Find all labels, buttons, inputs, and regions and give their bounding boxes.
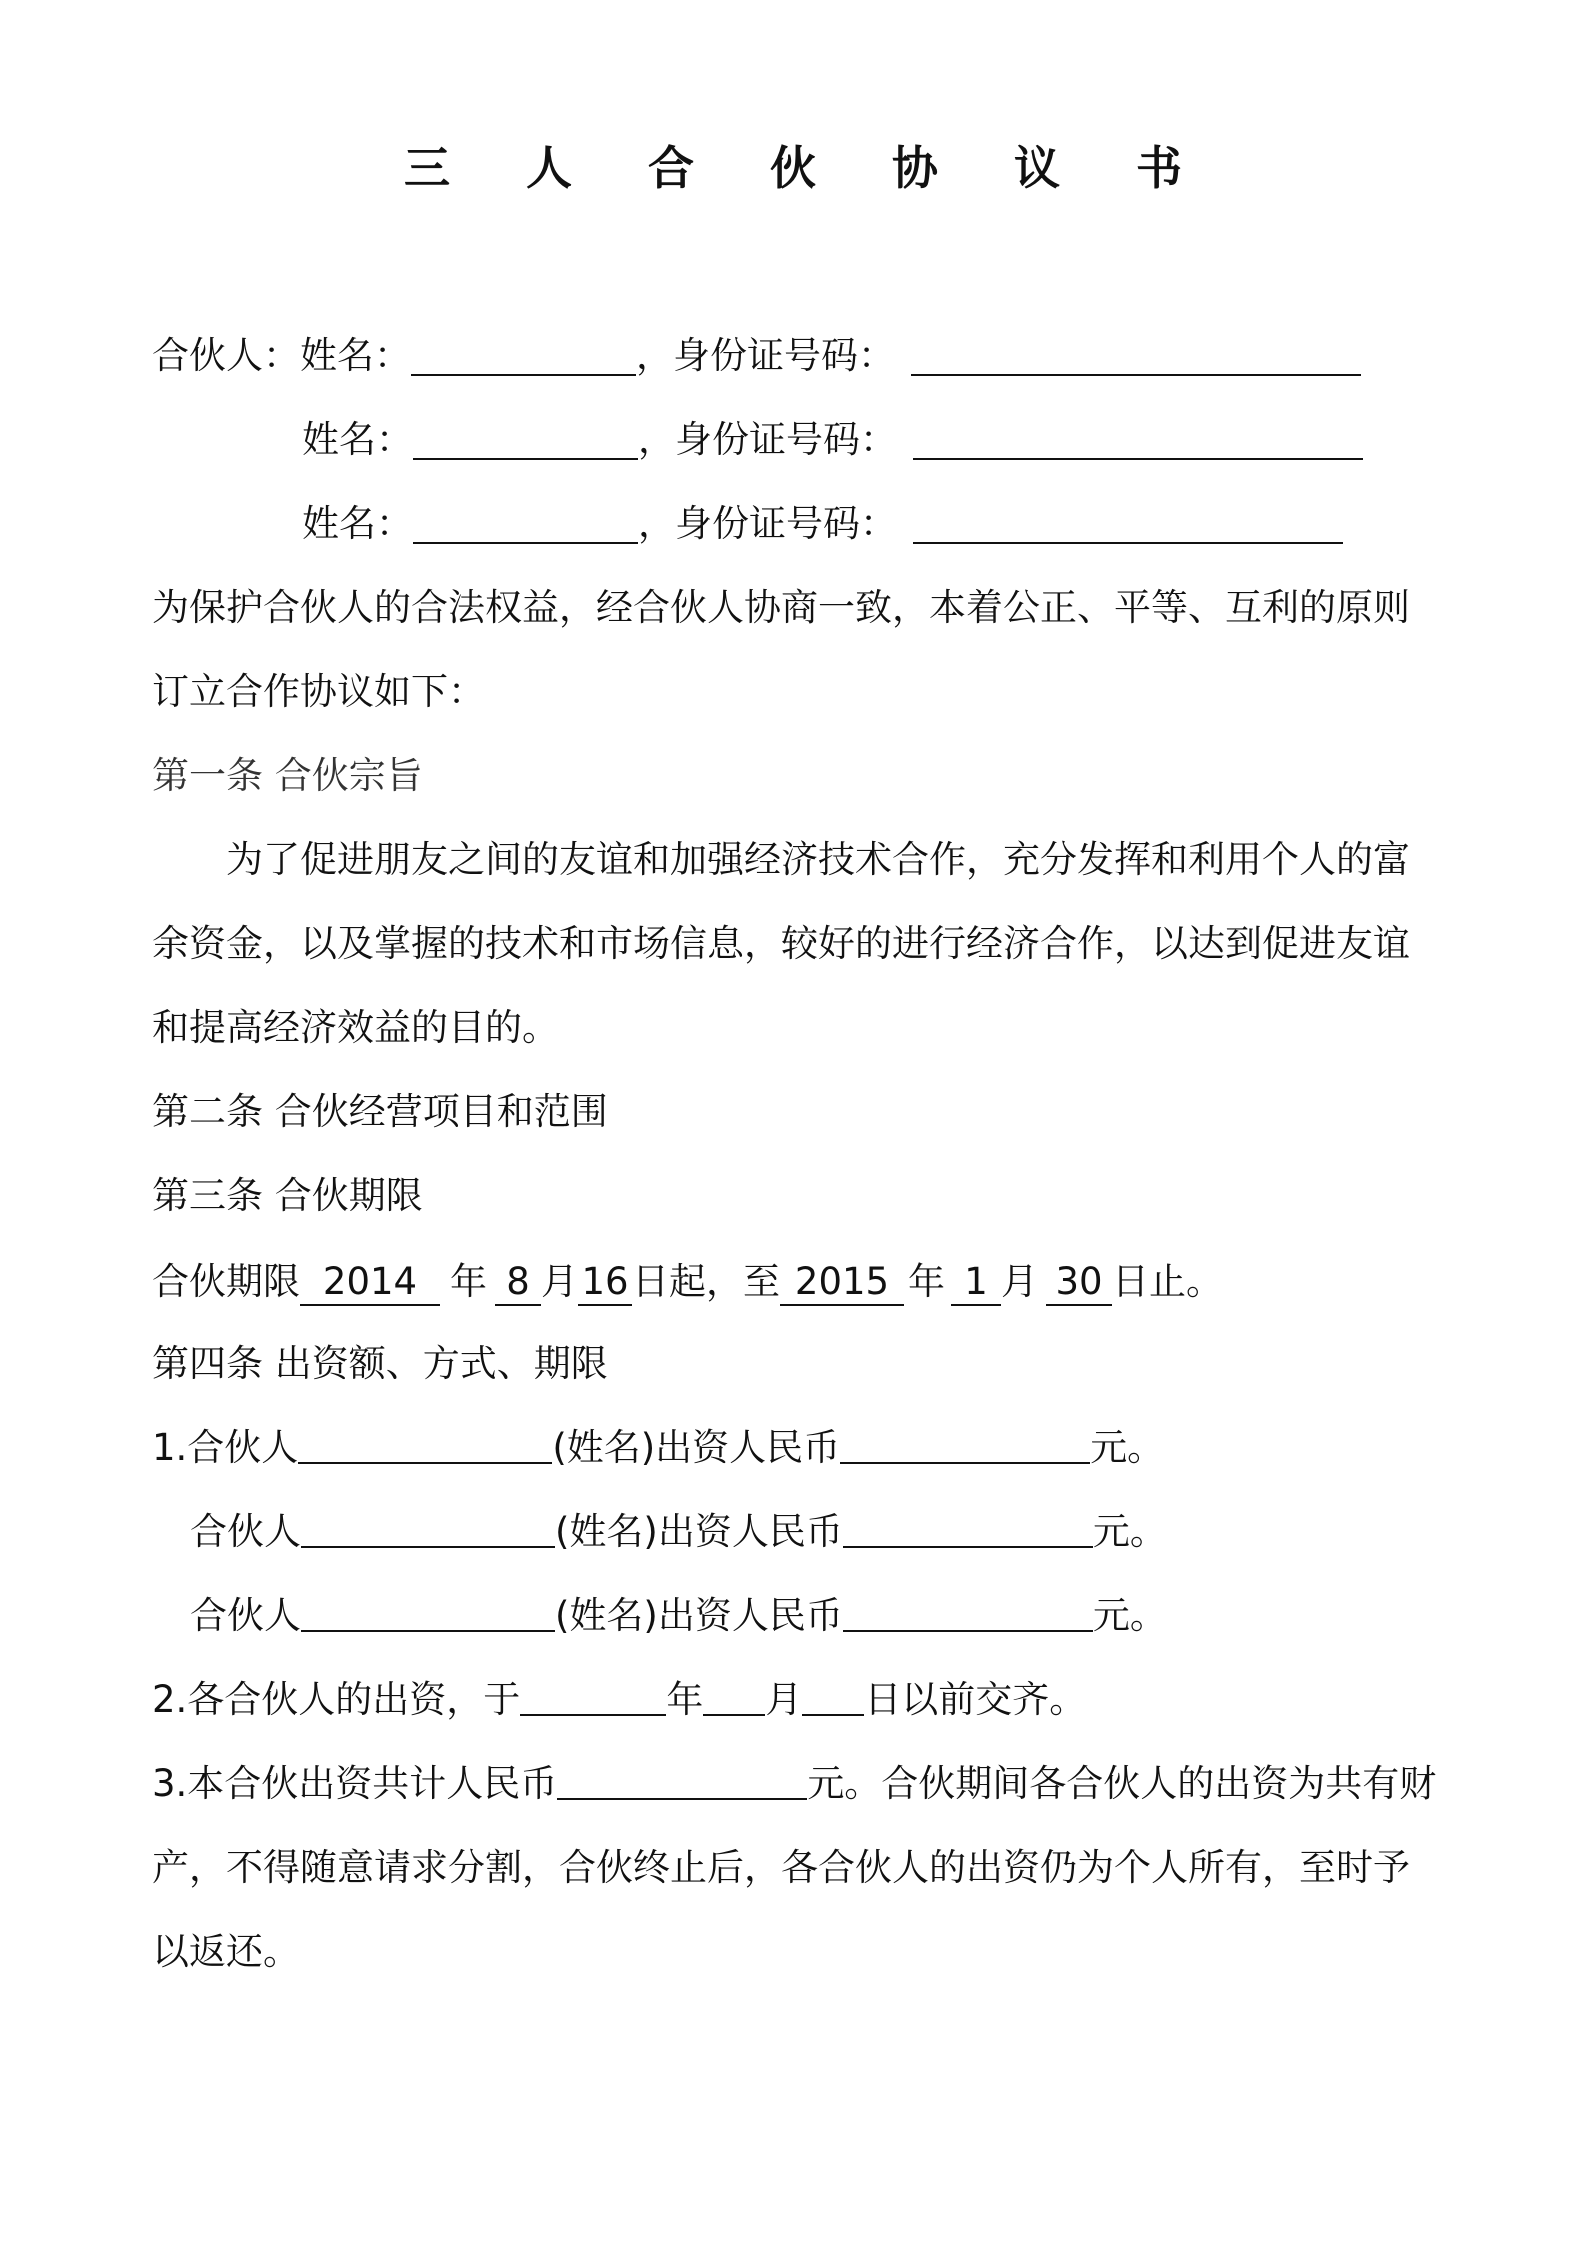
contribution-line-1 [152, 1422, 1164, 1474]
id-label: ，身份证号码： [636, 334, 895, 377]
start-suffix: 日起，至 [632, 1260, 780, 1303]
total-amount-blank[interactable] [557, 1768, 807, 1800]
id-label: ，身份证号码： [638, 502, 897, 545]
end-year-field[interactable]: 2015 [780, 1260, 904, 1306]
partner-label: 合伙人： [152, 334, 300, 377]
article-4-heading: 第四条 出资额、方式、期限 [152, 1342, 608, 1385]
partner-line-1 [152, 330, 1361, 382]
partner-line-2 [302, 414, 1363, 466]
article-1-line-1: 为了促进朋友之间的友谊和加强经济技术合作，充分发挥和利用个人的富 [226, 838, 1410, 881]
item-2-prefix: 2.各合伙人的出资，于 [152, 1678, 521, 1721]
yuan-label: 元。 [1092, 1510, 1167, 1553]
contribution-amount-blank-1[interactable] [840, 1432, 1090, 1464]
contribution-amount-blank-2[interactable] [843, 1516, 1093, 1548]
contribution-line-3 [190, 1590, 1167, 1642]
contributor-name-blank-3[interactable] [301, 1600, 555, 1632]
contribution-deadline-line [152, 1674, 1086, 1726]
article-3-heading: 第三条 合伙期限 [152, 1174, 423, 1217]
item-3-mid: 元。合伙期间各合伙人的出资为共有财 [807, 1762, 1437, 1805]
contributor-name-blank-2[interactable] [301, 1516, 555, 1548]
id-blank-1[interactable] [911, 336, 1361, 376]
year-char: 年 [908, 1260, 945, 1303]
total-contribution-line-3: 以返还。 [152, 1930, 300, 1973]
deadline-year-blank[interactable] [520, 1684, 666, 1716]
item-3-prefix: 3.本合伙出资共计人民币 [152, 1762, 558, 1805]
yuan-label: 元。 [1092, 1594, 1167, 1637]
item-1-prefix: 1.合伙人 [152, 1426, 299, 1469]
article-1-line-2: 余资金，以及掌握的技术和市场信息，较好的进行经济合作，以达到促进友谊 [152, 922, 1410, 965]
contribution-line-2 [190, 1506, 1167, 1558]
month-char: 月 [1001, 1260, 1038, 1303]
deadline-day-blank[interactable] [802, 1684, 864, 1716]
partner-prefix: 合伙人 [190, 1594, 301, 1637]
month-char: 月 [541, 1260, 578, 1303]
preamble-line-2: 订立合作协议如下： [152, 670, 485, 713]
partner-line-3 [302, 498, 1343, 550]
id-blank-3[interactable] [913, 504, 1343, 544]
id-blank-2[interactable] [913, 420, 1363, 460]
name-paren-label: (姓名)出资人民币 [552, 1426, 841, 1469]
term-line [152, 1256, 1223, 1308]
id-label: ，身份证号码： [638, 418, 897, 461]
article-2-heading: 第二条 合伙经营项目和范围 [152, 1090, 608, 1133]
start-day-field[interactable]: 16 [578, 1260, 632, 1306]
contributor-name-blank-1[interactable] [298, 1432, 552, 1464]
name-label: 姓名： [300, 334, 411, 377]
name-blank-3[interactable] [413, 504, 638, 544]
total-contribution-line [152, 1758, 1436, 1810]
total-contribution-line-2: 产，不得随意请求分割，合伙终止后，各合伙人的出资仍为个人所有，至时予 [152, 1846, 1410, 1889]
item-2-suffix: 日以前交齐。 [864, 1678, 1087, 1721]
name-label: 姓名： [302, 418, 413, 461]
article-1-line-3: 和提高经济效益的目的。 [152, 1006, 559, 1049]
name-paren-label: (姓名)出资人民币 [555, 1594, 843, 1637]
article-1-heading: 第一条 合伙宗旨 [152, 754, 423, 797]
year-char: 年 [450, 1260, 487, 1303]
year-char: 年 [666, 1678, 704, 1721]
document-title: 三 人 合 伙 协 议 书 [403, 141, 1213, 195]
name-blank-2[interactable] [413, 420, 638, 460]
end-month-field[interactable]: 1 [951, 1260, 1001, 1306]
start-year-field[interactable]: 2014 [300, 1260, 440, 1306]
end-suffix: 日止。 [1112, 1260, 1223, 1303]
name-blank-1[interactable] [411, 336, 636, 376]
deadline-month-blank[interactable] [703, 1684, 765, 1716]
start-month-field[interactable]: 8 [495, 1260, 541, 1306]
yuan-label: 元。 [1090, 1426, 1165, 1469]
preamble-line-1: 为保护合伙人的合法权益，经合伙人协商一致，本着公正、平等、互利的原则 [152, 586, 1410, 629]
contribution-amount-blank-3[interactable] [843, 1600, 1093, 1632]
partner-prefix: 合伙人 [190, 1510, 301, 1553]
name-label: 姓名： [302, 502, 413, 545]
term-label: 合伙期限 [152, 1260, 300, 1303]
name-paren-label: (姓名)出资人民币 [555, 1510, 843, 1553]
end-day-field[interactable]: 30 [1046, 1260, 1112, 1306]
month-char: 月 [765, 1678, 803, 1721]
